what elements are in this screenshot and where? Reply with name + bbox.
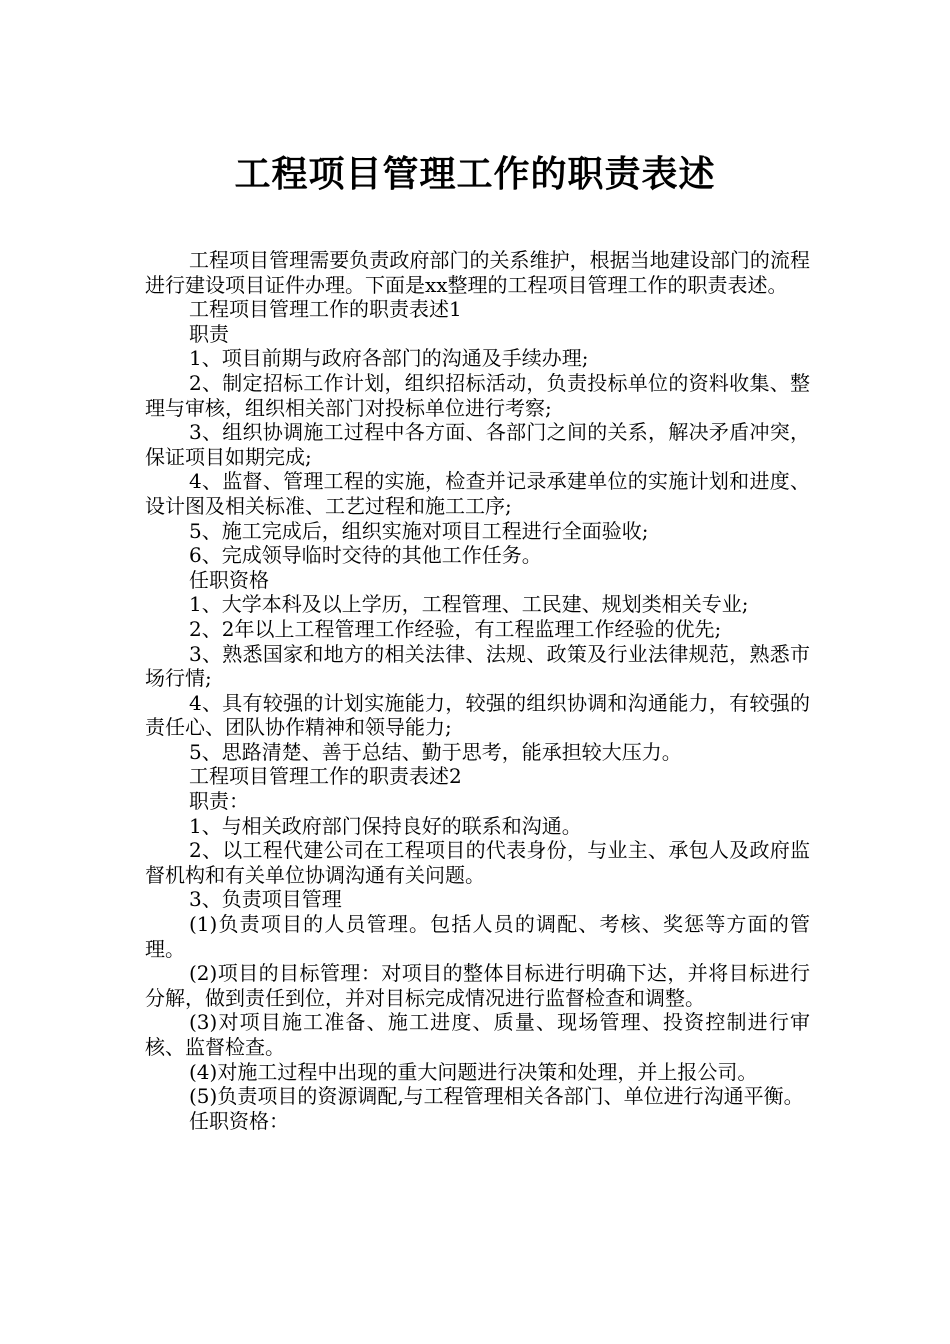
section-2-sub-item: (5)负责项目的资源调配,与工程管理相关各部门、单位进行沟通平衡。 [189,1084,804,1109]
section-2-qualifications-label: 任职资格： [189,1108,289,1133]
section-1-duties-label: 职责 [189,321,229,346]
section-1-qualification-item: 5、思路清楚、善于总结、勤于思考，能承担较大压力。 [189,739,682,764]
section-2-heading: 工程项目管理工作的职责表述2 [189,764,462,789]
section-1-duty-item: 5、施工完成后，组织实施对项目工程进行全面验收; [189,518,649,543]
section-2-duty-item: 1、与相关政府部门保持良好的联系和沟通。 [189,813,582,838]
section-2-sub-item: (1)负责项目的人员管理。包括人员的调配、考核、奖惩等方面的管理。 [145,912,810,961]
section-2-duty-item: 2、以工程代建公司在工程项目的代表身份，与业主、承包人及政府监督机构和有关单位协调沟通有关问题。 [145,838,810,887]
document-body [145,248,810,1133]
section-1-duty-item: 1、项目前期与政府各部门的沟通及手续办理; [189,346,589,371]
section-1-duty-item: 4、监督、管理工程的实施，检查并记录承建单位的实施计划和进度、设计图及相关标准、工艺过程和施工工序; [145,469,810,518]
section-2-duties-label: 职责： [189,789,249,814]
section-1-qualification-item: 3、熟悉国家和地方的相关法律、法规、政策及行业法律规范，熟悉市场行情; [145,641,810,691]
section-1-qualification-item: 2、2年以上工程管理工作经验，有工程监理工作经验的优先; [189,616,722,641]
intro-paragraph: 工程项目管理需要负责政府部门的关系维护，根据当地建设部门的流程进行建设项目证件办理。下面是xx整理的工程项目管理工作的职责表述。 [145,248,810,297]
section-2-sub-item: (3)对项目施工准备、施工进度、质量、现场管理、投资控制进行审核、监督检查。 [145,1010,810,1059]
document-title: 工程项目管理工作的职责表述 [234,154,716,196]
section-1-qualifications-label: 任职资格 [189,567,269,592]
section-2-sub-item: (2)项目的目标管理：对项目的整体目标进行明确下达，并将目标进行分解，做到责任到位，并对目标完成情况进行监督检查和调整。 [145,961,810,1010]
section-1-duty-item: 3、组织协调施工过程中各方面、各部门之间的关系，解决矛盾冲突，保证项目如期完成; [145,420,810,469]
section-1-duty-item: 6、完成领导临时交待的其他工作任务。 [189,543,542,568]
section-2-sub-item: (4)对施工过程中出现的重大问题进行决策和处理，并上报公司。 [189,1059,758,1084]
section-1-heading: 工程项目管理工作的职责表述1 [189,297,462,322]
section-1-duty-item: 2、制定招标工作计划，组织招标活动，负责投标单位的资料收集、整理与审核，组织相关部门对投标单位进行考察; [145,370,810,420]
section-2-duty-item: 3、负责项目管理 [189,887,342,912]
section-1-qualification-item: 4、具有较强的计划实施能力，较强的组织协调和沟通能力，有较强的责任心、团队协作精神和领导能力; [145,690,810,740]
section-1-qualification-item: 1、大学本科及以上学历，工程管理、工民建、规划类相关专业; [189,592,749,617]
